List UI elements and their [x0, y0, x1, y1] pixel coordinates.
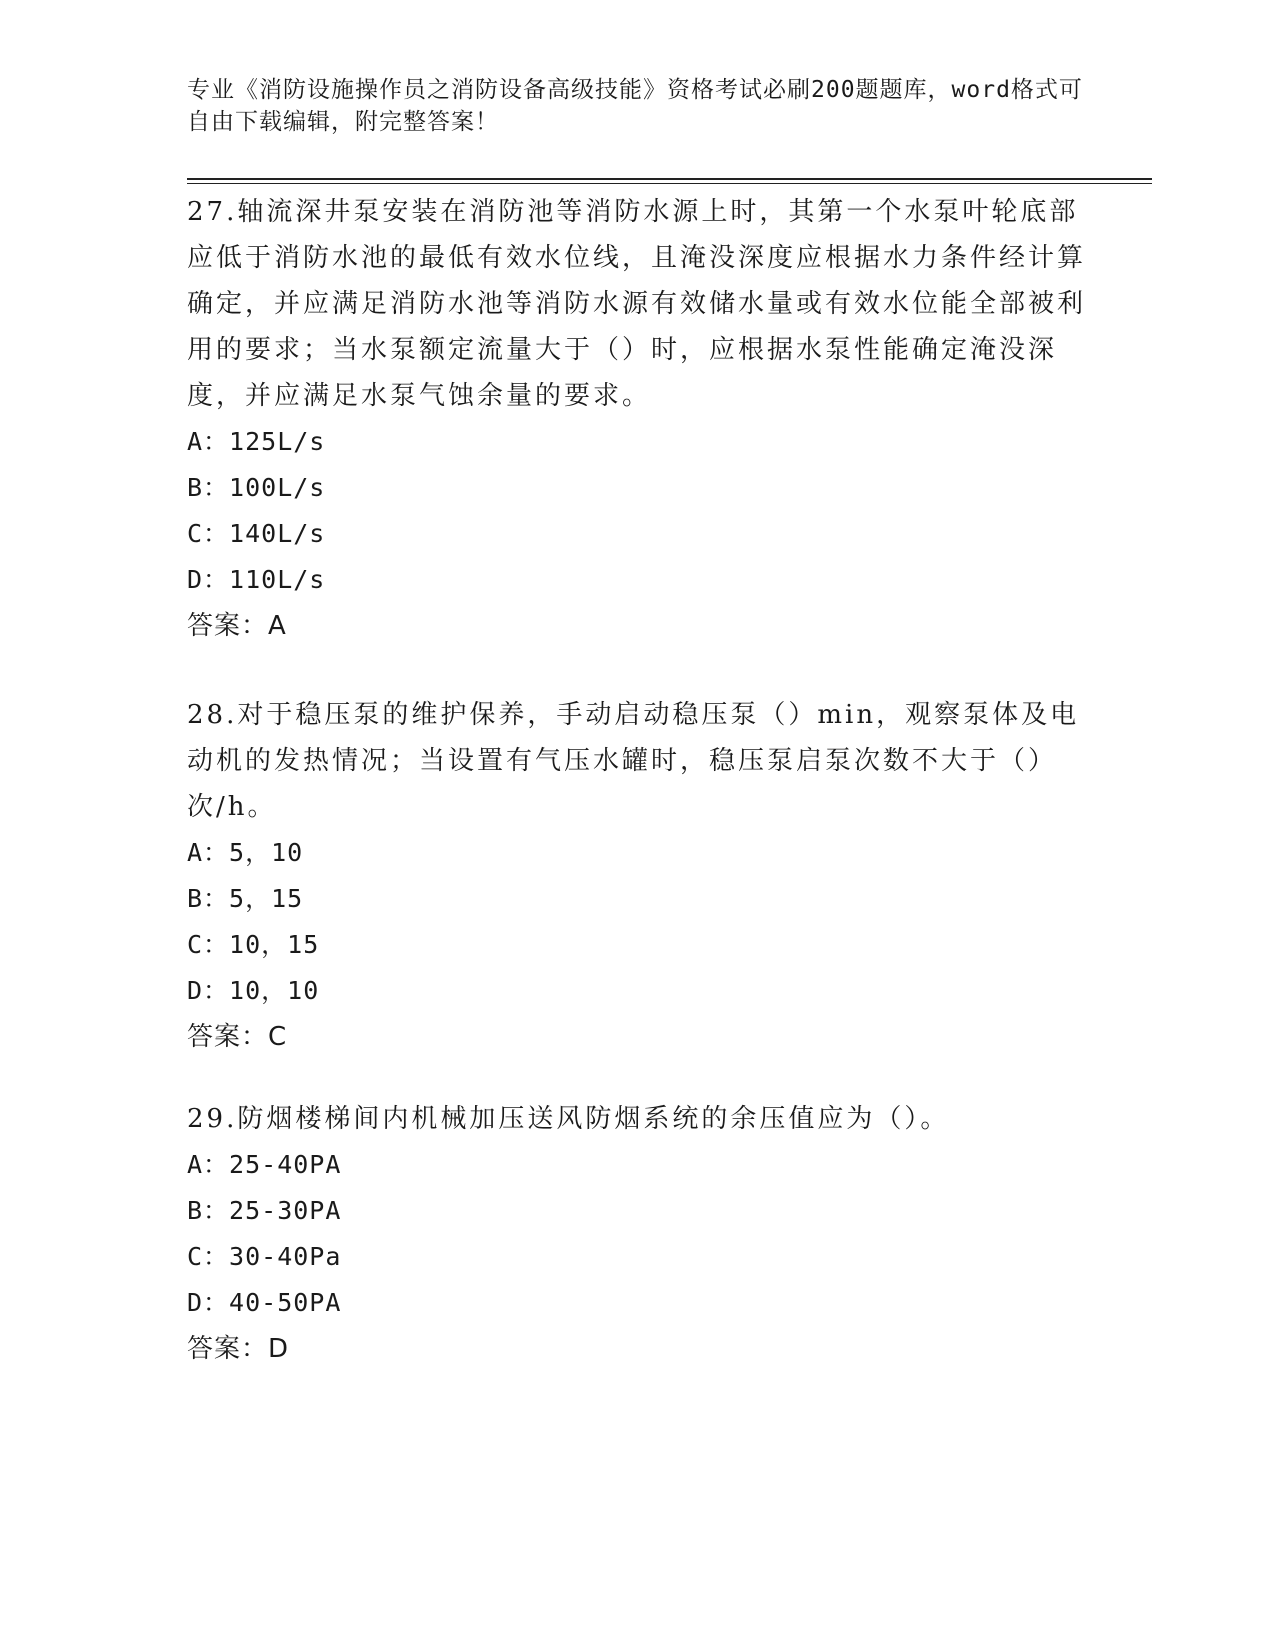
option-d: D：10，10 — [187, 976, 320, 1005]
header-divider-thick — [187, 178, 1152, 180]
header-divider-thin — [187, 183, 1152, 184]
option-a: A：125L/s — [187, 427, 326, 456]
answer: 答案：C — [187, 1022, 288, 1052]
option-c: C：10，15 — [187, 930, 320, 959]
question-text: 28.对于稳压泵的维护保养，手动启动稳压泵（）min，观察泵体及电动机的发热情况；当设置有气压水罐时，稳压泵启泵次数不大于（）次/h。 — [187, 700, 1080, 822]
question-28 — [187, 692, 1087, 1060]
option-b: B：100L/s — [187, 473, 326, 502]
option-c: C：30-40Pa — [187, 1242, 342, 1271]
option-c: C：140L/s — [187, 519, 326, 548]
option-a: A：25-40PA — [187, 1150, 342, 1179]
document-header: 专业《消防设施操作员之消防设备高级技能》资格考试必刷200题题库，word格式可自由下载编辑，附完整答案！ — [187, 77, 1083, 135]
option-b: B：25-30PA — [187, 1196, 342, 1225]
question-text: 29.防烟楼梯间内机械加压送风防烟系统的余压值应为（）。 — [187, 1104, 950, 1134]
option-b: B：5，15 — [187, 884, 304, 913]
option-d: D：110L/s — [187, 565, 326, 594]
question-27 — [187, 189, 1087, 649]
option-d: D：40-50PA — [187, 1288, 342, 1317]
question-29 — [187, 1096, 1087, 1372]
answer: 答案：D — [187, 1334, 290, 1364]
option-a: A：5，10 — [187, 838, 304, 867]
question-text: 27.轴流深井泵安装在消防池等消防水源上时，其第一个水泵叶轮底部应低于消防水池的最低有效水位线，且淹没深度应根据水力条件经计算确定，并应满足消防水池等消防水源有效储水量或有效水位能全部被利用的要求；当水泵额定流量大于（）时，应根据水泵性能确定淹没深度，并应满足水泵气蚀余量的要求。 — [187, 197, 1087, 411]
answer: 答案：A — [187, 611, 287, 641]
